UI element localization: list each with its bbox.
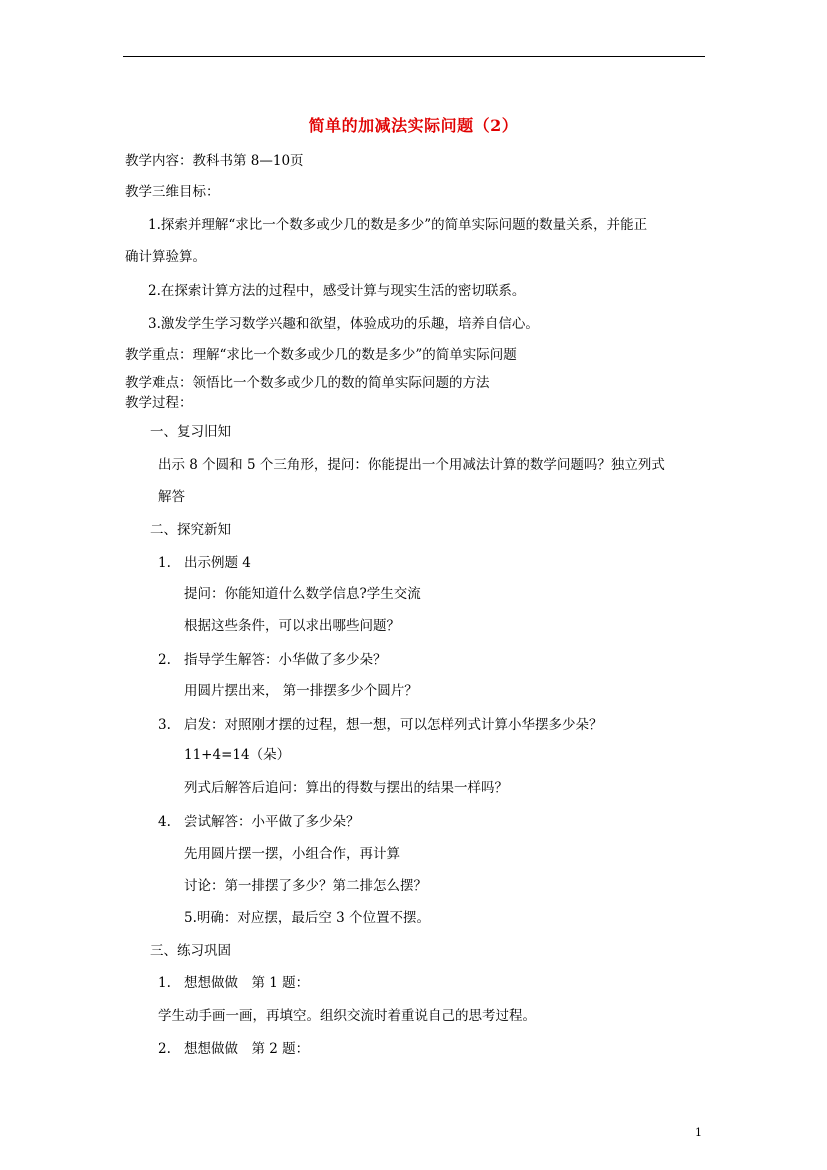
list-item: 1. 想想做做 第 1 题： — [158, 975, 310, 991]
key-point: 教学重点：理解“求比一个数多或少几的数是多少”的简单实际问题 — [125, 347, 517, 363]
list-item-detail: 先用圆片摆一摆，小组合作，再计算 — [184, 846, 400, 862]
section-1-heading: 一、复习旧知 — [150, 424, 231, 440]
section-1-line-2: 解答 — [158, 489, 185, 505]
teaching-content: 教学内容：教科书第 8—10页 — [125, 153, 304, 169]
goal-2: 2.在探索计算方法的过程中，感受计算与现实生活的密切联系。 — [148, 283, 526, 299]
goal-1-line-1: 1.探索并理解“求比一个数多或少几的数是多少”的简单实际问题的数量关系，并能正 — [148, 217, 648, 233]
goal-3: 3.激发学生学习数学兴趣和欲望，体验成功的乐趣，培养自信心。 — [148, 316, 539, 332]
document-title: 简单的加减法实际问题（2） — [308, 116, 519, 135]
list-item-detail: 学生动手画一画，再填空。组织交流时着重说自己的思考过程。 — [158, 1008, 536, 1024]
list-item-detail: 根据这些条件，可以求出哪些问题？ — [184, 618, 400, 634]
list-item: 2. 想想做做 第 2 题： — [158, 1041, 310, 1057]
list-item-detail: 提问：你能知道什么数学信息?学生交流 — [184, 586, 421, 602]
goal-1-line-2: 确计算验算。 — [125, 249, 206, 265]
list-item: 1. 出示例题 4 — [158, 555, 251, 571]
section-3-heading: 三、练习巩固 — [150, 943, 231, 959]
list-item: 4. 尝试解答：小平做了多少朵？ — [158, 814, 360, 830]
list-item: 3. 启发：对照刚才摆的过程，想一想，可以怎样列式计算小华摆多少朵？ — [158, 717, 603, 733]
header-rule — [123, 56, 705, 57]
process-heading: 教学过程： — [125, 395, 193, 411]
list-item-detail: 列式后解答后追问：算出的得数与摆出的结果一样吗？ — [184, 780, 508, 796]
list-item: 2. 指导学生解答：小华做了多少朵？ — [158, 652, 387, 668]
list-item-detail: 11+4=14（朵） — [184, 747, 291, 763]
list-item-detail: 用圆片摆出来， 第一排摆多少个圆片？ — [184, 683, 418, 699]
section-1-line-1: 出示 8 个圆和 5 个三角形，提问：你能提出一个用减法计算的数学问题吗？独立列式 — [158, 457, 665, 473]
list-item-detail: 讨论：第一排摆了多少？第二排怎么摆？ — [184, 878, 427, 894]
goals-heading: 教学三维目标： — [125, 184, 220, 200]
difficulty: 教学难点：领悟比一个数多或少几的数的简单实际问题的方法 — [125, 375, 490, 391]
section-2-heading: 二、探究新知 — [150, 522, 231, 538]
page-number: 1 — [695, 1126, 702, 1139]
list-item-detail: 5.明确：对应摆，最后空 3 个位置不摆。 — [184, 910, 431, 926]
